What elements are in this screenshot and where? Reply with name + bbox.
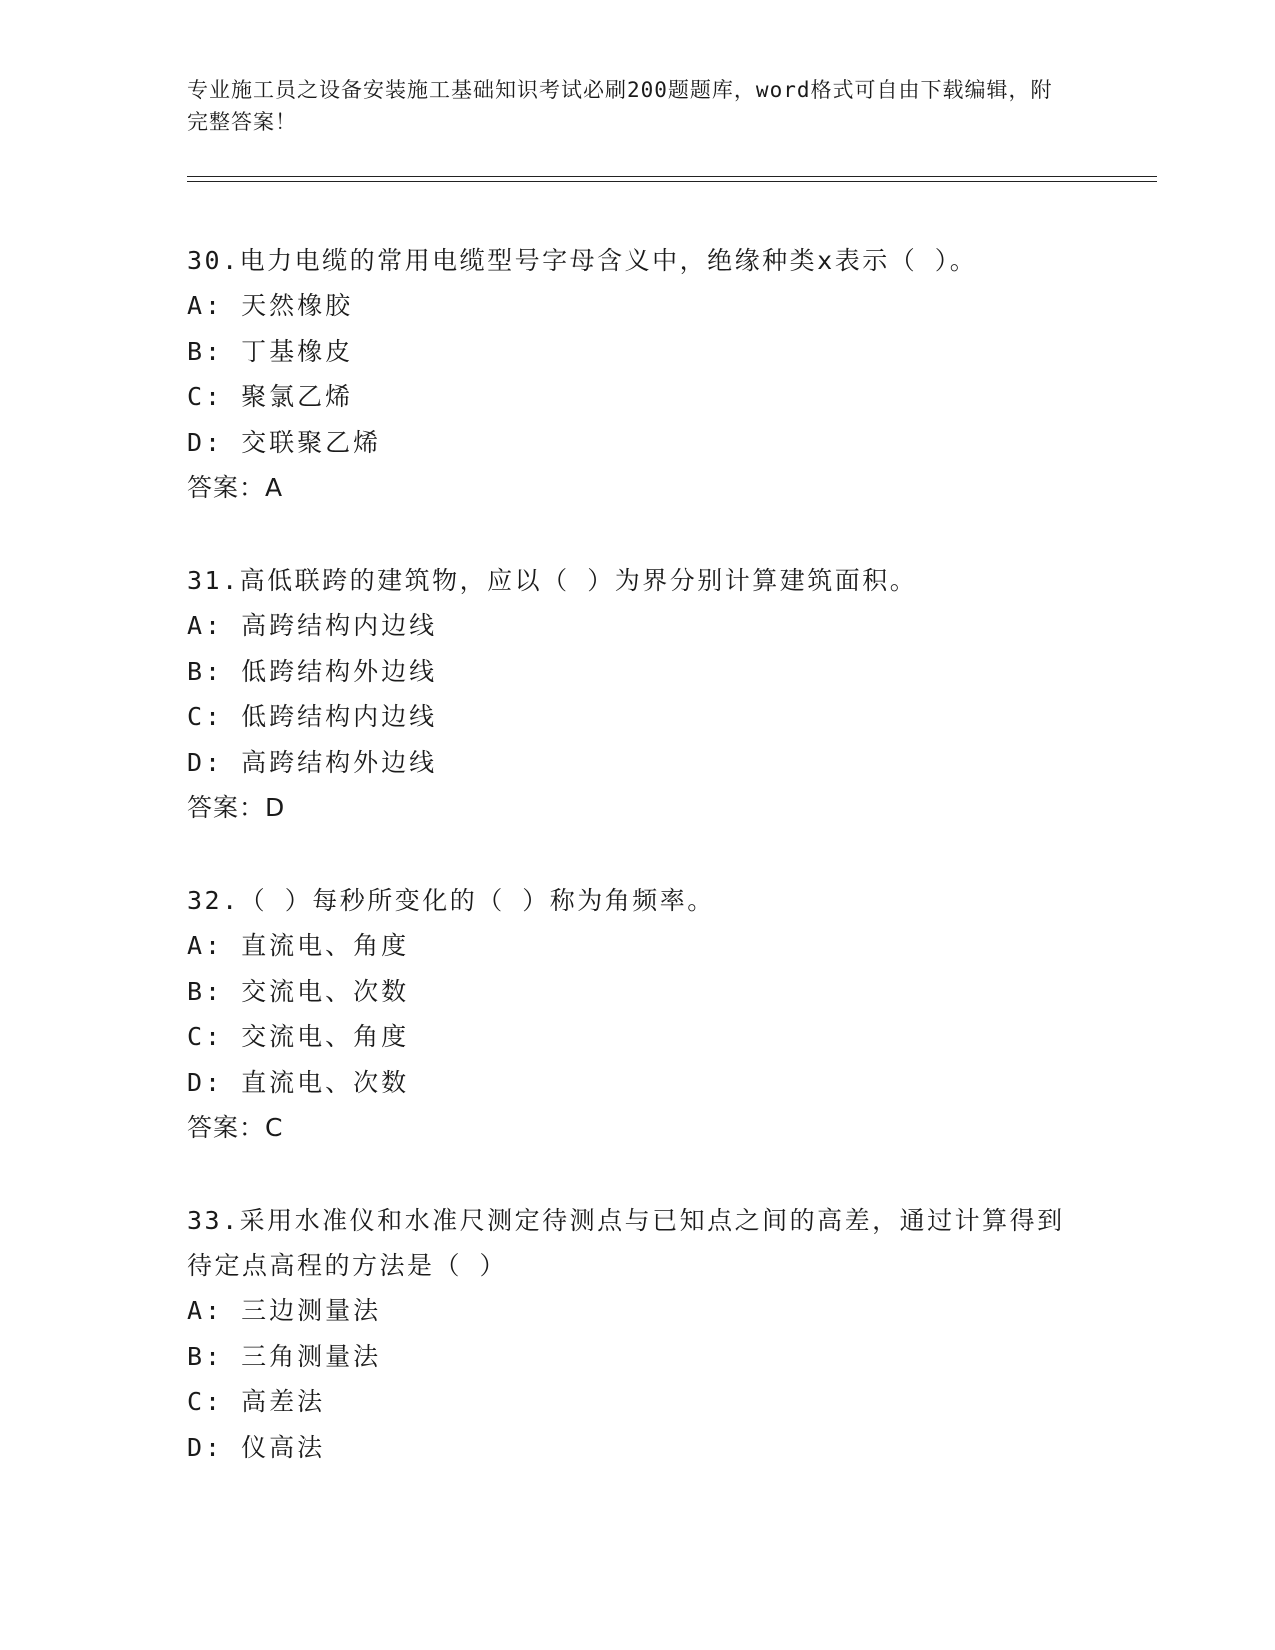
option-c: C: 高差法 [187, 1387, 326, 1416]
question-stem: 30.电力电缆的常用电缆型号字母含义中，绝缘种类x表示（ ）。 [187, 246, 978, 275]
question-30 [187, 238, 1087, 510]
answer: 答案：A [187, 473, 284, 502]
question-32 [187, 878, 1087, 1150]
question-stem: 31.高低联跨的建筑物，应以（ ）为界分别计算建筑面积。 [187, 566, 918, 595]
option-b: B: 三角测量法 [187, 1341, 382, 1371]
option-c: C: 聚氯乙烯 [187, 382, 354, 411]
header-divider-bottom [187, 181, 1157, 182]
option-a: A: 天然橡胶 [187, 291, 354, 320]
answer: 答案：D [187, 793, 286, 822]
option-a: A: 高跨结构内边线 [187, 611, 438, 640]
option-d: D: 直流电、次数 [187, 1067, 410, 1097]
document-header: 专业施工员之设备安装施工基础知识考试必刷200题题库，word格式可自由下载编辑，附完整答案！ [187, 78, 1053, 134]
question-stem: 32.（ ）每秒所变化的（ ）称为角频率。 [187, 886, 715, 915]
answer: 答案：C [187, 1113, 284, 1142]
option-d: D: 高跨结构外边线 [187, 747, 438, 777]
option-d: D: 仪高法 [187, 1432, 326, 1462]
option-b: B: 丁基橡皮 [187, 336, 354, 366]
option-d: D: 交联聚乙烯 [187, 427, 382, 457]
option-b: B: 低跨结构外边线 [187, 656, 438, 686]
question-33 [187, 1198, 1087, 1470]
option-a: A: 直流电、角度 [187, 931, 410, 960]
option-b: B: 交流电、次数 [187, 976, 410, 1006]
option-c: C: 低跨结构内边线 [187, 702, 438, 731]
option-c: C: 交流电、角度 [187, 1022, 410, 1051]
header-divider-top [187, 176, 1157, 177]
option-a: A: 三边测量法 [187, 1296, 382, 1325]
question-stem: 33.采用水准仪和水准尺测定待测点与已知点之间的高差，通过计算得到待定点高程的方法是（ ） [187, 1206, 1065, 1280]
question-31 [187, 558, 1087, 830]
